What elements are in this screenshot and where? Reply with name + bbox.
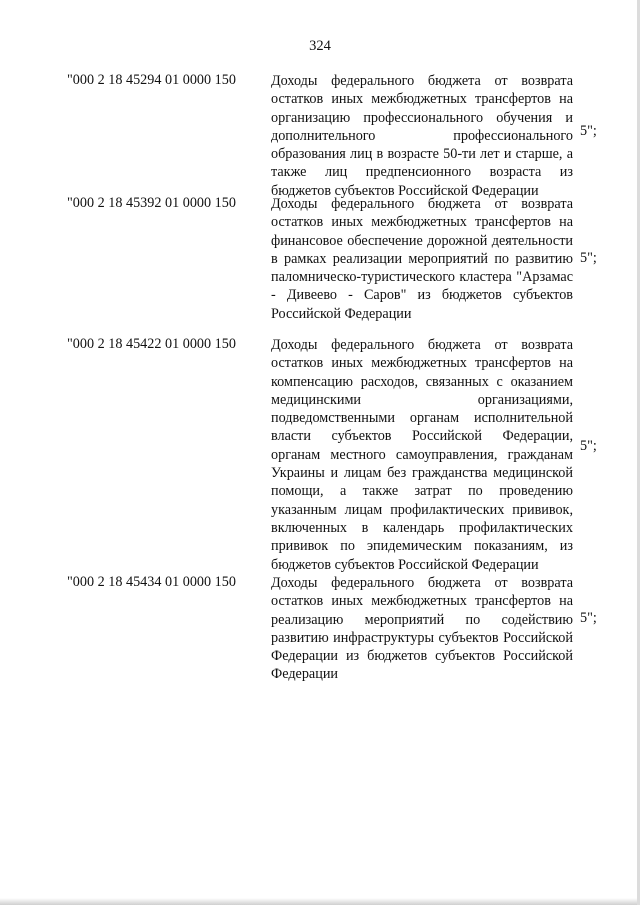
rate-value: 5"; [580, 250, 597, 266]
rate-value: 5"; [580, 123, 597, 139]
income-description: Доходы федерального бюджета от возврата остатков иных межбюджетных трансфертов на реализацию мероприятий по содействию развитию инфраструктуры субъектов Российской Федерации из бюджетов субъектов Российской Федерации [271, 575, 573, 683]
scan-edge-bottom [0, 898, 640, 905]
rate-value: 5"; [580, 610, 597, 626]
rate-value: 5"; [580, 438, 597, 454]
income-description: Доходы федерального бюджета от возврата остатков иных межбюджетных трансфертов на финансовое обеспечение дорожной деятельности в рамках реализации мероприятий по развитию паломническо-туристического кластера "Арзамас - Дивеево - Саров" из бюджетов субъектов Российской Федерации [271, 196, 573, 322]
classification-code: "000 2 18 45392 01 0000 150 [67, 195, 236, 211]
income-description: Доходы федерального бюджета от возврата остатков иных межбюджетных трансфертов на компенсацию расходов, связанных с оказанием медицинскими организациями, подведомственными органам исполнительной власти субъектов Российской Федерации, органам местного самоуправления, гражданам Украины и лицам без гражданства медицинской помощи, а также затрат по проведению указанным лицам профилактических прививок, включенных в календарь профилактических прививок по эпидемическим показаниям, из бюджетов субъектов Российской Федерации [271, 337, 573, 573]
classification-code: "000 2 18 45434 01 0000 150 [67, 574, 236, 590]
classification-code: "000 2 18 45294 01 0000 150 [67, 72, 236, 88]
classification-code: "000 2 18 45422 01 0000 150 [67, 336, 236, 352]
income-description: Доходы федерального бюджета от возврата остатков иных межбюджетных трансфертов на организацию профессионального обучения и дополнительного профессионального образования лиц в возрасте 50-ти лет и старше, а также лиц предпенсионного возраста из бюджетов субъектов Российской Федерации [271, 73, 573, 199]
page-number: 324 [309, 38, 331, 54]
